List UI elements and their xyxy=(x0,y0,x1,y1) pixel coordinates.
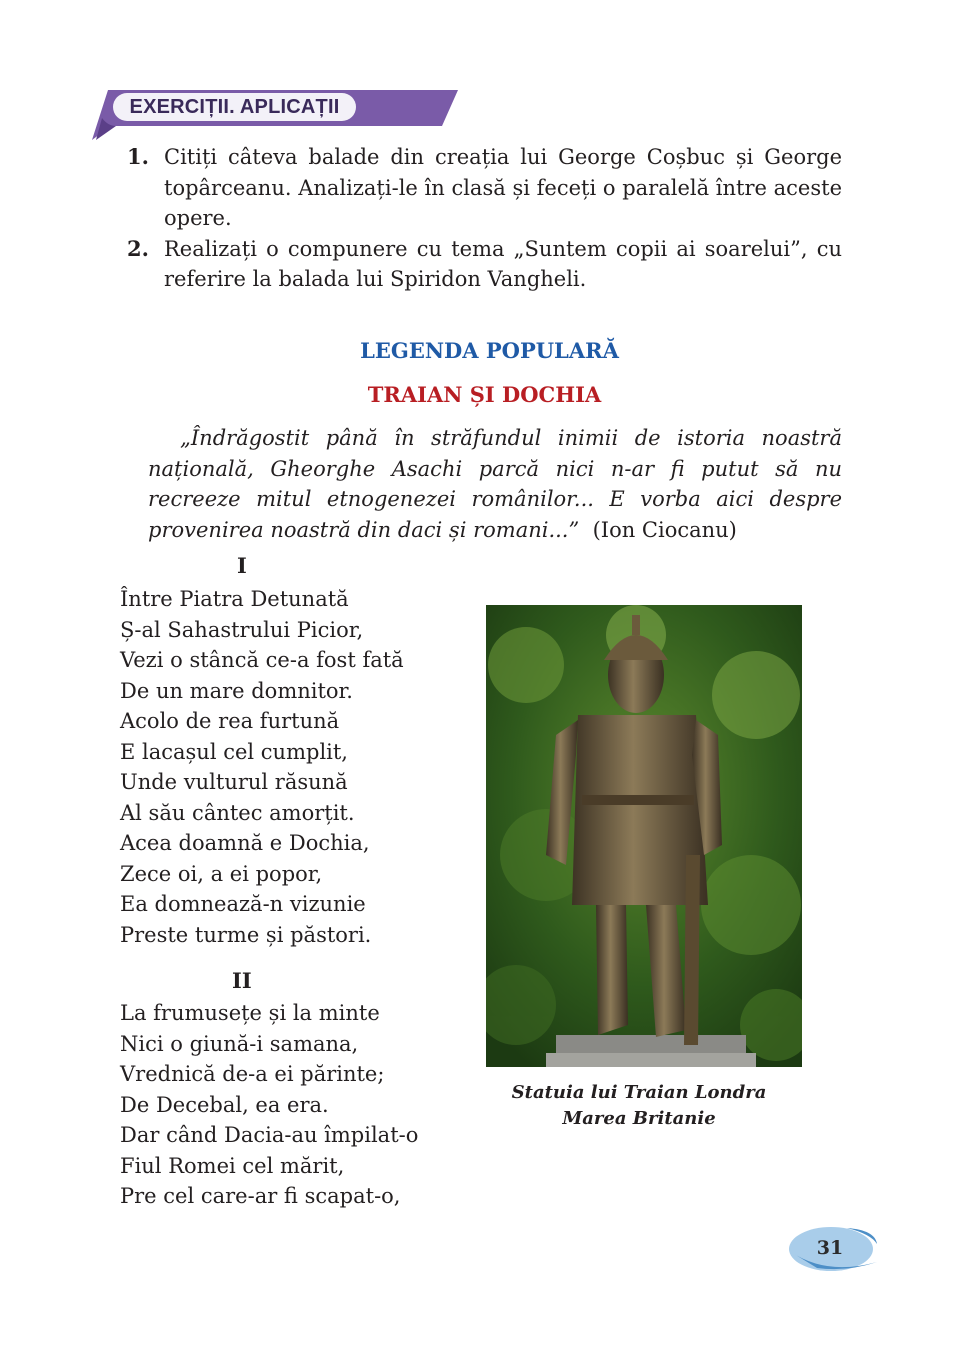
poem-line: Ș-al Sahastrului Picior, xyxy=(120,617,364,642)
poem-line: Unde vulturul răsună xyxy=(120,770,348,794)
poem-line: Vezi o stâncă ce-a fost fată xyxy=(120,648,404,672)
banner-title: EXERCIȚII. APLICAȚII xyxy=(113,93,356,121)
poem-line: La frumusețe și la minte xyxy=(120,1001,380,1025)
poem-title: TRAIAN ȘI DOCHIA xyxy=(367,382,602,407)
exercise-text: Realizați o compunere cu tema „Suntem copii ai soarelui”, cu referire la balada lui Spiridon Vangheli. xyxy=(164,236,842,291)
poem-line: De Decebal, ea era. xyxy=(120,1092,329,1117)
poem-line: Nici o giună-i samana, xyxy=(120,1031,359,1056)
page-number: 31 xyxy=(816,1237,844,1259)
poem-line: De un mare domnitor. xyxy=(120,678,353,703)
exercise-text: Citiți câteva balade din creația lui George Coșbuc și George topârceanu. Analizați-le în clasă și feceți o paralelă între aceste opere. xyxy=(164,145,842,230)
poem-line: Ea domnează-n vizunie xyxy=(120,892,366,916)
epigraph-quote xyxy=(148,423,842,545)
photo-caption xyxy=(486,1080,792,1132)
poem-line: Preste turme și păstori. xyxy=(120,922,372,947)
stanza-two xyxy=(120,998,418,1212)
exercise-item xyxy=(127,142,842,234)
poem-line: Zece oi, a ei popor, xyxy=(120,861,323,886)
poem-line: Acolo de rea furtună xyxy=(120,709,340,733)
stanza-number: I xyxy=(237,553,247,578)
exercise-number: 1. xyxy=(127,144,149,169)
poem-line: Acea doamnă e Dochia, xyxy=(120,831,370,855)
poem-line: Între Piatra Detunată xyxy=(120,587,349,611)
poem-line: Dar când Dacia-au împilat-o xyxy=(120,1123,419,1147)
stanza-number: II xyxy=(232,968,252,993)
exercise-number: 2. xyxy=(127,235,149,261)
caption-line: Marea Britanie xyxy=(562,1108,716,1129)
statue-photo xyxy=(486,605,802,1067)
quote-text: „Îndrăgostit până în străfundul inimii de istoria noastră națională, Gheorghe Asachi parcă nici n-ar fi putut să nu recreeze mitul etnogenezei românilor... E vorba aici despre provenirea noastră din daci și romani...” xyxy=(148,426,842,542)
caption-line: Statuia lui Traian Londra xyxy=(511,1082,767,1103)
quote-author: (Ion Ciocanu) xyxy=(592,517,737,542)
poem-line: Vrednică de-a ei părinte; xyxy=(120,1062,385,1086)
genre-heading: LEGENDA POPULARĂ xyxy=(360,338,619,363)
poem-line: Pre cel care-ar fi scapat-o, xyxy=(120,1184,401,1208)
exercise-item xyxy=(127,234,842,295)
poem-line: E lacașul cel cumplit, xyxy=(120,739,348,764)
exercise-list xyxy=(127,142,842,295)
poem-line: Fiul Romei cel mărit, xyxy=(120,1153,345,1178)
poem-line: Al său cântec amorțit. xyxy=(120,800,355,825)
stanza-one xyxy=(120,584,404,950)
